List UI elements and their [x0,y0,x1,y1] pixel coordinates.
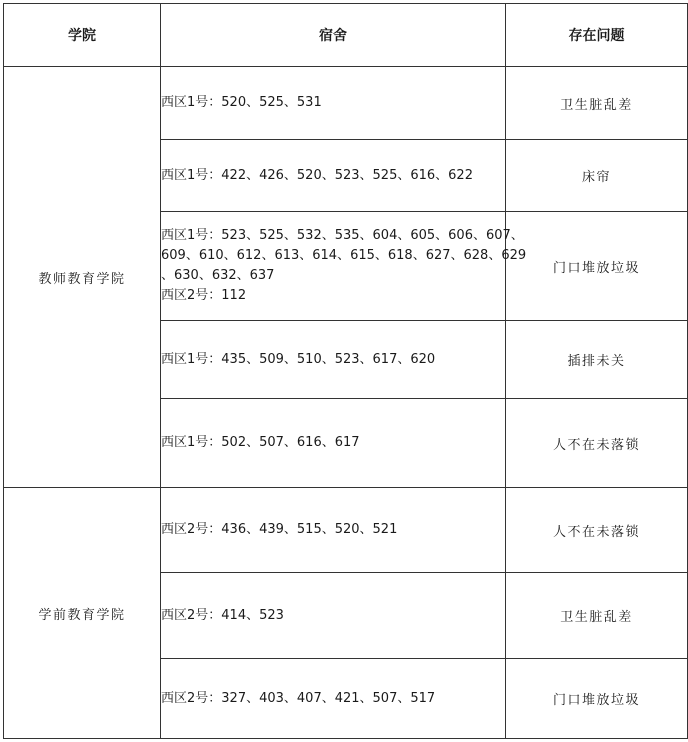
dorm-cell [161,488,506,573]
dorm-line: 西区2号：436、439、515、520、521 [161,522,398,537]
dorm-line: 西区1号：502、507、616、617 [161,435,360,450]
header-college: 学院 [4,4,161,67]
issue-cell: 人不在未落锁 [506,399,688,488]
issue-cell: 卫生脏乱差 [506,67,688,140]
dorm-cell [161,140,506,212]
college-cell: 学前教育学院 [4,488,161,739]
college-cell: 教师教育学院 [4,67,161,488]
issue-cell: 床帘 [506,140,688,212]
dorm-line: 609、610、612、613、614、615、618、627、628、629 [161,248,527,263]
header-dorm: 宿舍 [161,4,506,67]
table-row [4,67,688,140]
dorm-cell [161,399,506,488]
dorm-line: 西区2号：327、403、407、421、507、517 [161,690,436,706]
dorm-cell [161,321,506,399]
dorm-line: 西区1号：523、525、532、535、604、605、606、607、 [161,228,524,243]
dorm-line: 西区1号：435、509、510、523、617、620 [161,351,436,367]
header-row [4,4,688,67]
dorm-cell [161,573,506,659]
dorm-cell [161,659,506,739]
dorm-inspection-table [3,3,688,739]
issue-cell: 插排未关 [506,321,688,399]
issue-cell: 人不在未落锁 [506,488,688,573]
issue-cell: 门口堆放垃圾 [506,212,688,321]
dorm-line: 西区1号：520、525、531 [161,95,322,110]
dorm-line: 西区2号：414、523 [161,607,284,623]
dorm-cell [161,212,527,321]
issue-cell: 卫生脏乱差 [506,573,688,659]
issue-cell: 门口堆放垃圾 [506,659,688,739]
header-issue: 存在问题 [506,4,688,67]
dorm-cell [161,67,506,140]
dorm-line: 西区1号：422、426、520、523、525、616、622 [161,167,473,183]
dorm-line: 、630、632、637 [161,268,275,283]
dorm-line: 西区2号：112 [161,288,247,303]
table-row [4,488,688,573]
